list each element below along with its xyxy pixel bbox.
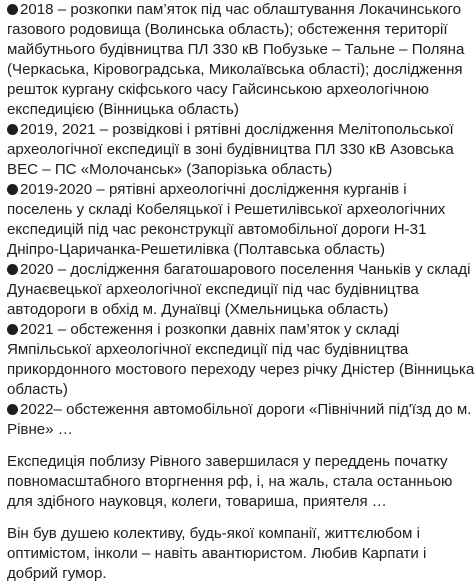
paragraph-character: Він був душею колективу, будь-якої компанії, життєлюбом і оптимістом, інколи – навіть авантюристом. Любив Карпати і добрий гумор.: [7, 525, 427, 582]
bullet-icon: [7, 124, 18, 135]
paragraph-expedition-end: Експедиція поблизу Рівного завершилася у переддень початку повномасштабного вторгнення рф, і, на жаль, стала останньою для здібного науковця, колеги, товариша, приятеля …: [7, 453, 453, 510]
expedition-list: [7, 0, 475, 440]
entry-text: 2018 – розкопки пам’яток під час облаштування Локачинського газового родовища (Волинська область); обстеження території майбутнього будівництва ПЛ 330 кВ Побузьке – Тальне – Поляна (Черкаська, Кіровоградська, Миколаївська області); дослідження решток кургану скіфського часу Гайсинською археологічною експедицією (Вінницька область): [7, 1, 465, 118]
entry-text: 2019-2020 – рятівні археологічні дослідження курганів і поселень у складі Кобеляцької і Решетилівської археологічних експедицій під час реконструкції автомобільної дороги Н-31 Дніпро-Царичанка-Решетилівка (Полтавська область): [7, 181, 446, 258]
bullet-icon: [7, 324, 18, 335]
list-item: [7, 260, 475, 320]
bullet-icon: [7, 184, 18, 195]
entry-text: 2019, 2021 – розвідкові і рятівні дослідження Мелітопольської археологічної експедиції в зоні будівництва ПЛ 330 кВ Азовська ВЕС – ПС «Молочанськ» (Запорізька область): [7, 121, 454, 178]
bullet-icon: [7, 404, 18, 415]
bullet-icon: [7, 4, 18, 15]
list-item: [7, 120, 475, 180]
bullet-icon: [7, 264, 18, 275]
entry-text: 2022– обстеження автомобільної дороги «Північний під'їзд до м. Рівне» …: [7, 401, 472, 438]
list-item: [7, 0, 475, 120]
entry-text: 2021 – обстеження і розкопки давніх пам’яток у складі Ямпільської археологічної експедиції під час будівництва прикордонного мостового переходу через річку Дністер (Вінницька область): [7, 321, 475, 398]
entry-text: 2020 – дослідження багатошарового поселення Чаньків у складі Дунаєвецької археологічної експедиції під час будівництва автодороги в обхід м. Дунаївці (Хмельницька область): [7, 261, 471, 318]
list-item: [7, 320, 475, 400]
list-item: [7, 400, 475, 440]
list-item: [7, 180, 475, 260]
